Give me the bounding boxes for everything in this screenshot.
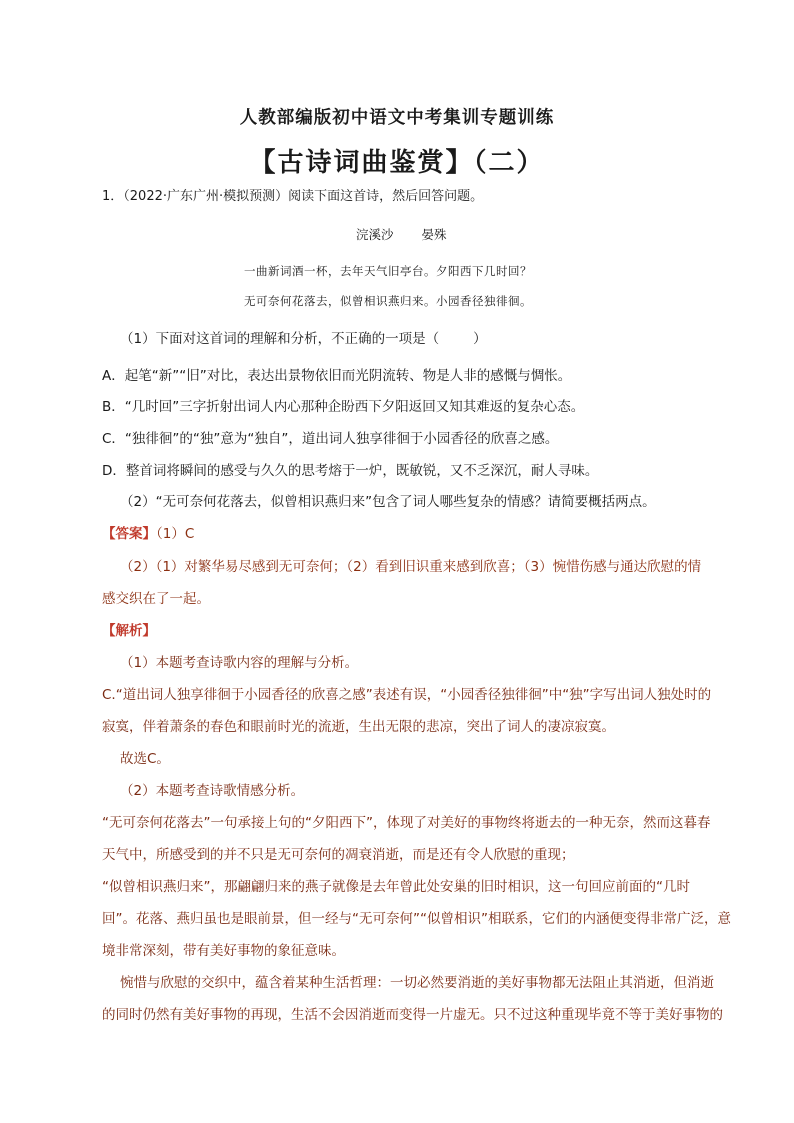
document-subtitle: 人教部编版初中语文中考集训专题训练 <box>239 108 555 128</box>
answer-part-1: （1）C <box>156 526 195 542</box>
sub-question-1-text: （1）下面对这首词的理解和分析，不正确的一项是（ <box>120 331 440 347</box>
analysis-line: 惋惜与欣慰的交织中，蕴含着某种生活哲理：一切必然要消逝的美好事物都无法阻止其消逝，但消逝 <box>120 975 714 991</box>
option-a: A．起笔“新”“旧”对比，表达出景物依旧而光阴流转、物是人非的感慨与惆怅。 <box>102 368 572 384</box>
analysis-line: 故选C。 <box>120 751 170 767</box>
analysis-line: 境非常深刻，带有美好事物的象征意味。 <box>102 943 345 959</box>
answer-part-2-line-2: 感交织在了一起。 <box>102 591 210 607</box>
option-b: B．“几时回”三字折射出词人内心那种企盼西下夕阳返回又知其难返的复杂心态。 <box>102 399 585 415</box>
question-intro: 1．（2022·广东广州·模拟预测）阅读下面这首诗，然后回答问题。 <box>102 189 484 204</box>
analysis-line: “无可奈何花落去”一句承接上句的“夕阳西下”，体现了对美好的事物终将逝去的一种无奈，然而这暮春 <box>102 815 711 831</box>
answer-section <box>102 524 194 544</box>
poem-line-1: 一曲新词酒一杯，去年天气旧亭台。夕阳西下几时回？ <box>244 264 532 278</box>
analysis-line: 寂寞，伴着萧条的春色和眼前时光的流逝，生出无限的悲凉，突出了词人的凄凉寂寞。 <box>102 719 615 735</box>
option-d: D．整首词将瞬间的感受与久久的思考熔于一炉，既敏锐，又不乏深沉，耐人寻味。 <box>102 463 599 479</box>
analysis-line: C.“道出词人独享徘徊于小园香径的欣喜之感”表述有误，“小园香径独徘徊”中“独”字写出词人独处时的 <box>102 687 712 703</box>
analysis-line: （2）本题考查诗歌情感分析。 <box>120 783 305 799</box>
poem-line-2: 无可奈何花落去，似曾相识燕归来。小园香径独徘徊。 <box>244 294 532 308</box>
answer-label: 【答案】 <box>102 526 156 542</box>
analysis-line: 的同时仍然有美好事物的再现，生活不会因消逝而变得一片虚无。只不过这种重现毕竟不等于美好事物的 <box>102 1007 723 1023</box>
document-title: 【古诗词曲鉴赏】（二） <box>249 148 545 178</box>
analysis-line: “似曾相识燕归来”，那翩翩归来的燕子就像是去年曾此处安巢的旧时相识，这一句回应前面的“几时 <box>102 879 690 895</box>
option-c: C．“独徘徊”的“独”意为“独自”，道出词人独享徘徊于小园香径的欣喜之感。 <box>102 431 559 447</box>
analysis-line: 天气中，所感受到的并不只是无可奈何的凋衰消逝，而是还有令人欣慰的重现； <box>102 847 575 863</box>
poem-author: 晏殊 <box>421 227 447 242</box>
poem-heading <box>356 225 447 245</box>
answer-part-2-line-1: （2）（1）对繁华易尽感到无可奈何；（2）看到旧识重来感到欣喜；（3）惋惜伤感与通达欣慰的情 <box>120 559 702 575</box>
sub-question-2: （2）“无可奈何花落去，似曾相识燕归来”包含了词人哪些复杂的情感？请简要概括两点。 <box>120 494 656 510</box>
sub-question-1-close: ） <box>473 331 487 347</box>
analysis-label: 【解析】 <box>102 623 156 639</box>
poem-title: 浣溪沙 <box>356 227 394 242</box>
sub-question-1 <box>120 329 487 349</box>
analysis-line: 回”。花落、燕归虽也是眼前景，但一经与“无可奈何”“似曾相识”相联系，它们的内涵便变得非常广泛，意 <box>102 911 731 927</box>
analysis-line: （1）本题考查诗歌内容的理解与分析。 <box>120 655 359 671</box>
